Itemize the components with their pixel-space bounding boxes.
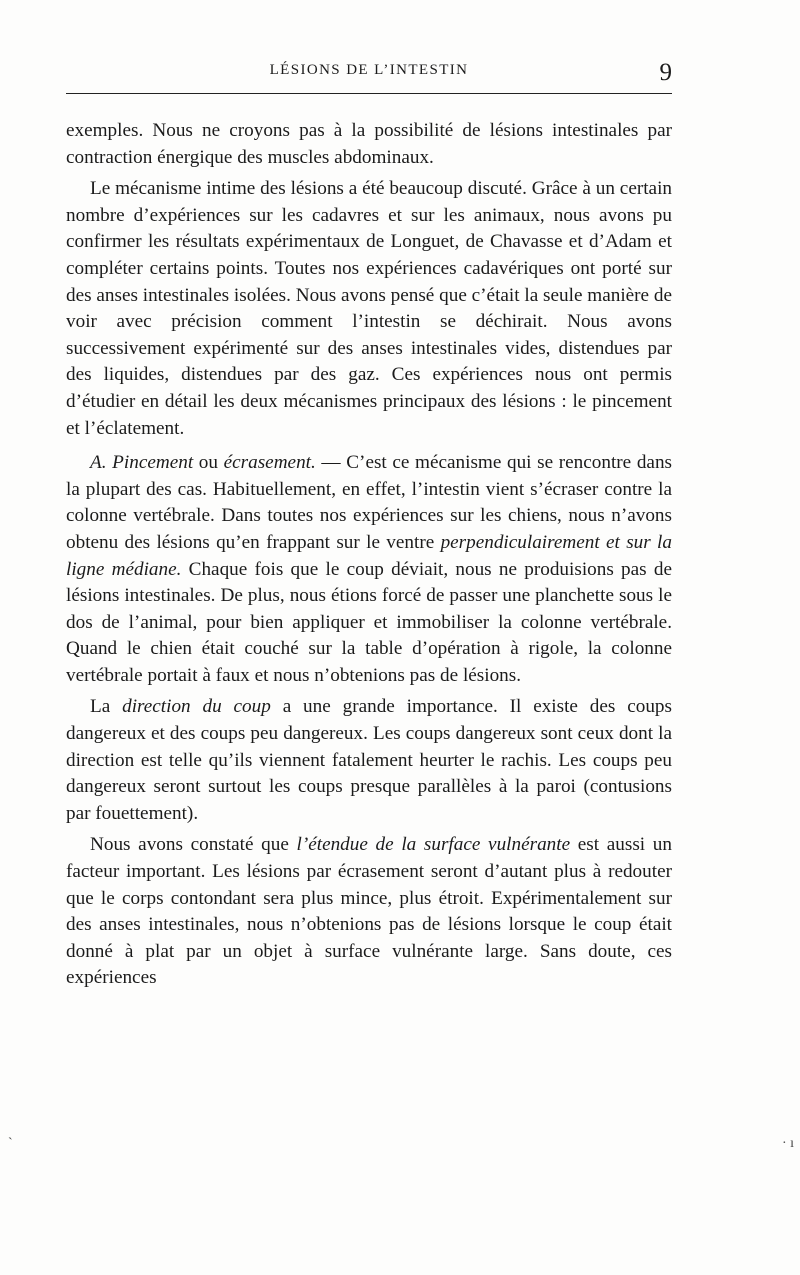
running-head — [66, 58, 672, 92]
paragraph-3 — [66, 450, 672, 689]
running-title: LÉSIONS DE L’INTESTIN — [269, 62, 469, 78]
paragraph-5 — [66, 832, 672, 992]
paragraph-2-text: Le mécanisme intime des lésions a été beaucoup discuté. Grâce à un certain nombre d’expériences sur les cadavres et sur les animaux, nous avons pu confirmer les résultats expérimentaux de Longuet, de Chavasse et d’Adam et compléter certains points. Toutes nos expériences cadavériques ont porté sur des anses intestinales isolées. Nous avons pensé que c’était la seule manière de voir avec précision comment l’intestin se déchirait. Nous avons successivement expérimenté sur des anses intestinales vides, distendues par des liquides, distendues par des gaz. Ces expériences nous ont permis d’étudier en détail les deux mécanismes principaux des lésions : le pincement et l’éclatement. — [66, 178, 672, 439]
paragraph-2 — [66, 176, 672, 442]
paragraph-4-text-1: La — [90, 696, 123, 718]
margin-speck-right: · ı — [782, 1136, 795, 1151]
section-label: A. — [90, 452, 107, 474]
paragraph-1 — [66, 118, 672, 171]
emphasis-direction-du-coup: direction du coup — [122, 696, 271, 718]
section-title-pincement: Pincement — [112, 452, 194, 474]
body-text — [66, 118, 672, 992]
paragraph-4 — [66, 694, 672, 827]
header-rule — [66, 93, 672, 94]
margin-speck-left: ˋ — [8, 1136, 13, 1151]
emphasis-perpendiculairement: perpendiculairement et sur la ligne médiane. — [66, 531, 672, 580]
page-number: 9 — [659, 59, 672, 86]
emphasis-surface-vulnerante: l’étendue de la surface vulnérante — [296, 834, 571, 856]
paragraph-3-text-2: — C’est ce mécanisme qui se rencontre dans la plupart des cas. Habituellement, en effet, l’intestin vient s’écraser contre la colonne vertébrale. Dans toutes nos expériences sur les chiens, nous n’avons obtenu des lésions qu’en frappant sur le ventre — [66, 452, 673, 553]
paragraph-3-text-3: Chaque fois que le coup déviait, nous ne produisions pas de lésions intestinales. De plus, nous étions forcé de passer une planchette sous le dos de l’animal, pour bien appliquer et immobiliser la colonne vertébrale. Quand le chien était couché sur la table d’opération à rigole, la colonne vertébrale portait à faux et nous n’obtenions pas de lésions. — [66, 558, 672, 686]
section-title-ecrasement: écrasement. — [223, 452, 316, 474]
paragraph-4-text-2: a une grande importance. Il existe des coups dangereux et des coups peu dangereux. Les coups dangereux sont ceux dont la direction est telle qu’ils viennent fatalement heurter le rachis. Les coups peu dangereux seront surtout les coups presque parallèles à la paroi (contusions par fouettement). — [66, 696, 672, 824]
paragraph-5-text-2: est aussi un facteur important. Les lésions par écrasement seront d’autant plus à redouter que le corps contondant sera plus mince, plus étroit. Expérimentalement sur des anses intestinales, nous n’obtenions pas de lésions lorsque le coup était donné à plat par un objet à surface vulnérante large. Sans doute, ces expériences — [66, 834, 672, 989]
paragraph-1-text: exemples. Nous ne croyons pas à la possibilité de lésions intestinales par contraction énergique des muscles abdominaux. — [66, 120, 672, 168]
paragraph-3-text-1: ou — [193, 452, 224, 474]
paragraph-5-text-1: Nous avons constaté que — [90, 834, 297, 856]
